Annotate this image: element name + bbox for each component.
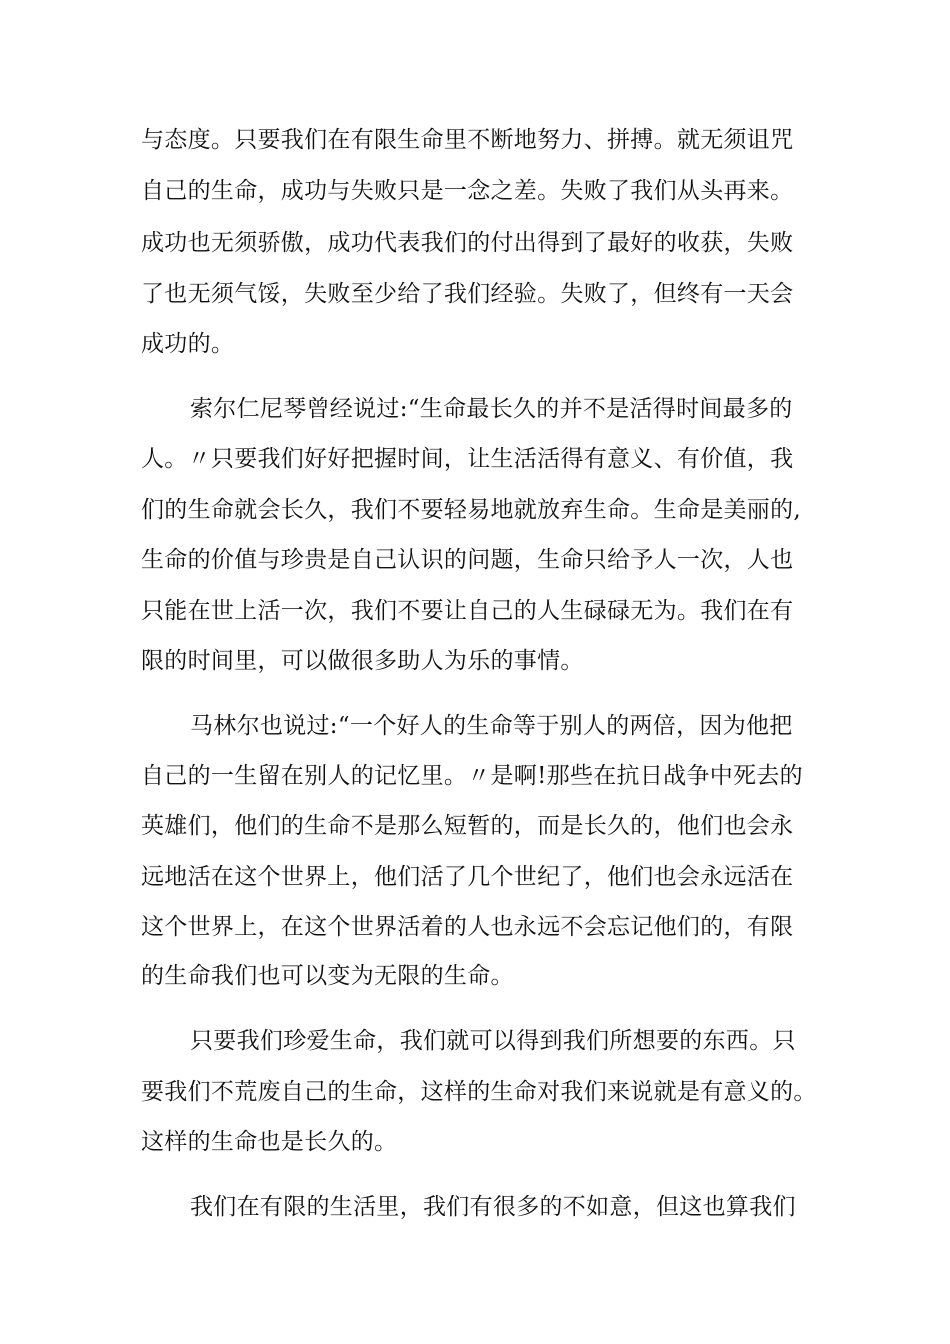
text-line: 成功也无须骄傲，成功代表我们的付出得到了最好的收获，失败: [141, 230, 794, 256]
text-line: 成功的。: [141, 331, 235, 357]
text-line: 英雄们，他们的生命不是那么短暂的，而是长久的，他们也会永: [141, 813, 794, 839]
text-line: 这个世界上，在这个世界活着的人也永远不会忘记他们的，有限: [141, 914, 794, 940]
text-line: 们的生命就会长久，我们不要轻易地就放弃生命。生命是美丽的,: [141, 497, 802, 523]
text-line: 自己的一生留在别人的记忆里。〃是啊!那些在抗日战争中死去的: [141, 763, 803, 789]
text-line: 的生命我们也可以变为无限的生命。: [141, 963, 514, 989]
text-line: 限的时间里，可以做很多助人为乐的事情。: [141, 648, 584, 674]
text-line: 索尔仁尼琴曾经说过:“生命最长久的并不是活得时间最多的: [190, 396, 793, 422]
text-line: 我们在有限的生活里，我们有很多的不如意，但这也算我们: [190, 1194, 796, 1220]
text-line: 只要我们珍爱生命，我们就可以得到我们所想要的东西。只: [190, 1028, 796, 1054]
text-line: 与态度。只要我们在有限生命里不断地努力、拼搏。就无须诅咒: [141, 127, 794, 153]
text-line: 马林尔也说过:“一个好人的生命等于别人的两倍，因为他把: [190, 713, 793, 739]
text-line: 了也无须气馁，失败至少给了我们经验。失败了，但终有一天会: [141, 281, 794, 307]
text-line: 远地活在这个世界上，他们活了几个世纪了，他们也会永远活在: [141, 864, 794, 890]
text-line: 要我们不荒废自己的生命，这样的生命对我们来说就是有意义的。: [141, 1079, 817, 1105]
text-line: 只能在世上活一次，我们不要让自己的人生碌碌无为。我们在有: [141, 598, 794, 624]
text-line: 自己的生命，成功与失败只是一念之差。失败了我们从头再来。: [141, 178, 794, 204]
text-line: 生命的价值与珍贵是自己认识的问题，生命只给予人一次，人也: [141, 547, 794, 573]
text-line: 人。〃只要我们好好把握时间，让生活活得有意义、有价值，我: [141, 446, 794, 472]
text-line: 这样的生命也是长久的。: [141, 1129, 398, 1155]
